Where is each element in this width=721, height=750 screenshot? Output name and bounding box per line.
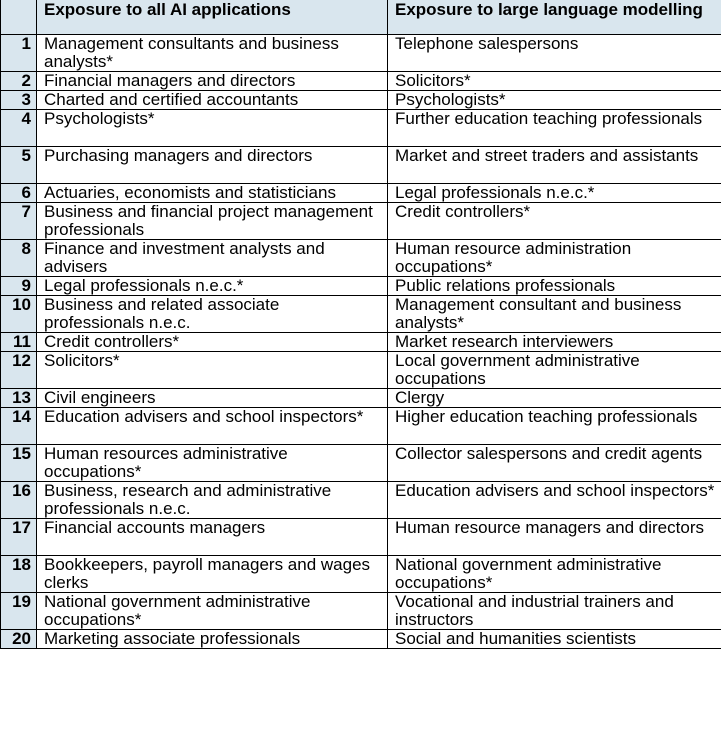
table-row [1,333,721,352]
ai-occupation-cell: Management consultants and business analysts* [37,35,388,72]
rank-cell: 6 [1,184,37,203]
llm-occupation-cell: Clergy [388,389,721,408]
table-row [1,240,721,277]
ai-occupation-cell: Business and financial project management professionals [37,203,388,240]
llm-occupation-cell: Management consultant and business analysts* [388,296,721,333]
rank-cell: 11 [1,333,37,352]
llm-occupation-cell: Higher education teaching professionals [388,408,721,445]
table-row [1,389,721,408]
ai-occupation-cell: Purchasing managers and directors [37,147,388,184]
table-row [1,408,721,445]
rank-cell: 16 [1,482,37,519]
ai-occupation-cell: Charted and certified accountants [37,91,388,110]
rank-cell: 10 [1,296,37,333]
ai-occupation-cell: Finance and investment analysts and advisers [37,240,388,277]
llm-occupation-cell: Public relations professionals [388,277,721,296]
table-row [1,203,721,240]
ai-occupation-cell: Financial managers and directors [37,72,388,91]
header-ai-applications: Exposure to all AI applications [37,0,388,35]
llm-occupation-cell: Social and humanities scientists [388,630,721,649]
table-row [1,277,721,296]
rank-cell: 18 [1,556,37,593]
header-large-language-modelling: Exposure to large language modelling [388,0,721,35]
rank-cell: 13 [1,389,37,408]
table-row [1,296,721,333]
header-row [1,0,721,35]
table-row [1,72,721,91]
rank-cell: 5 [1,147,37,184]
ai-occupation-cell: Education advisers and school inspectors* [37,408,388,445]
rank-cell: 1 [1,35,37,72]
rank-cell: 14 [1,408,37,445]
llm-occupation-cell: Human resource administration occupations* [388,240,721,277]
llm-occupation-cell: Human resource managers and directors [388,519,721,556]
ai-occupation-cell: National government administrative occupations* [37,593,388,630]
llm-occupation-cell: Collector salespersons and credit agents [388,445,721,482]
table-row [1,91,721,110]
table-row [1,556,721,593]
llm-occupation-cell: Credit controllers* [388,203,721,240]
rank-cell: 3 [1,91,37,110]
ai-occupation-cell: Psychologists* [37,110,388,147]
ai-occupation-cell: Actuaries, economists and statisticians [37,184,388,203]
header-rank [1,0,37,35]
rank-cell: 19 [1,593,37,630]
table-row [1,445,721,482]
llm-occupation-cell: Market research interviewers [388,333,721,352]
ai-occupation-cell: Human resources administrative occupations* [37,445,388,482]
table-row [1,184,721,203]
table-row [1,482,721,519]
ai-occupation-cell: Bookkeepers, payroll managers and wages clerks [37,556,388,593]
ai-occupation-cell: Civil engineers [37,389,388,408]
table-row [1,519,721,556]
llm-occupation-cell: Market and street traders and assistants [388,147,721,184]
rank-cell: 9 [1,277,37,296]
llm-occupation-cell: Vocational and industrial trainers and instructors [388,593,721,630]
rank-cell: 12 [1,352,37,389]
ai-occupation-cell: Business, research and administrative professionals n.e.c. [37,482,388,519]
table-row [1,630,721,649]
llm-occupation-cell: Further education teaching professionals [388,110,721,147]
rank-cell: 7 [1,203,37,240]
rank-cell: 2 [1,72,37,91]
table-row [1,147,721,184]
ai-occupation-cell: Credit controllers* [37,333,388,352]
rank-cell: 15 [1,445,37,482]
rank-cell: 17 [1,519,37,556]
rank-cell: 20 [1,630,37,649]
ai-occupation-cell: Legal professionals n.e.c.* [37,277,388,296]
rank-cell: 8 [1,240,37,277]
llm-occupation-cell: Telephone salespersons [388,35,721,72]
table-row [1,35,721,72]
ai-occupation-cell: Solicitors* [37,352,388,389]
table-row [1,110,721,147]
ai-occupation-cell: Business and related associate professionals n.e.c. [37,296,388,333]
table-row [1,352,721,389]
llm-occupation-cell: National government administrative occupations* [388,556,721,593]
llm-occupation-cell: Psychologists* [388,91,721,110]
rank-cell: 4 [1,110,37,147]
ai-occupation-cell: Financial accounts managers [37,519,388,556]
ai-occupation-cell: Marketing associate professionals [37,630,388,649]
llm-occupation-cell: Local government administrative occupations [388,352,721,389]
llm-occupation-cell: Solicitors* [388,72,721,91]
llm-occupation-cell: Education advisers and school inspectors* [388,482,721,519]
table-row [1,593,721,630]
llm-occupation-cell: Legal professionals n.e.c.* [388,184,721,203]
